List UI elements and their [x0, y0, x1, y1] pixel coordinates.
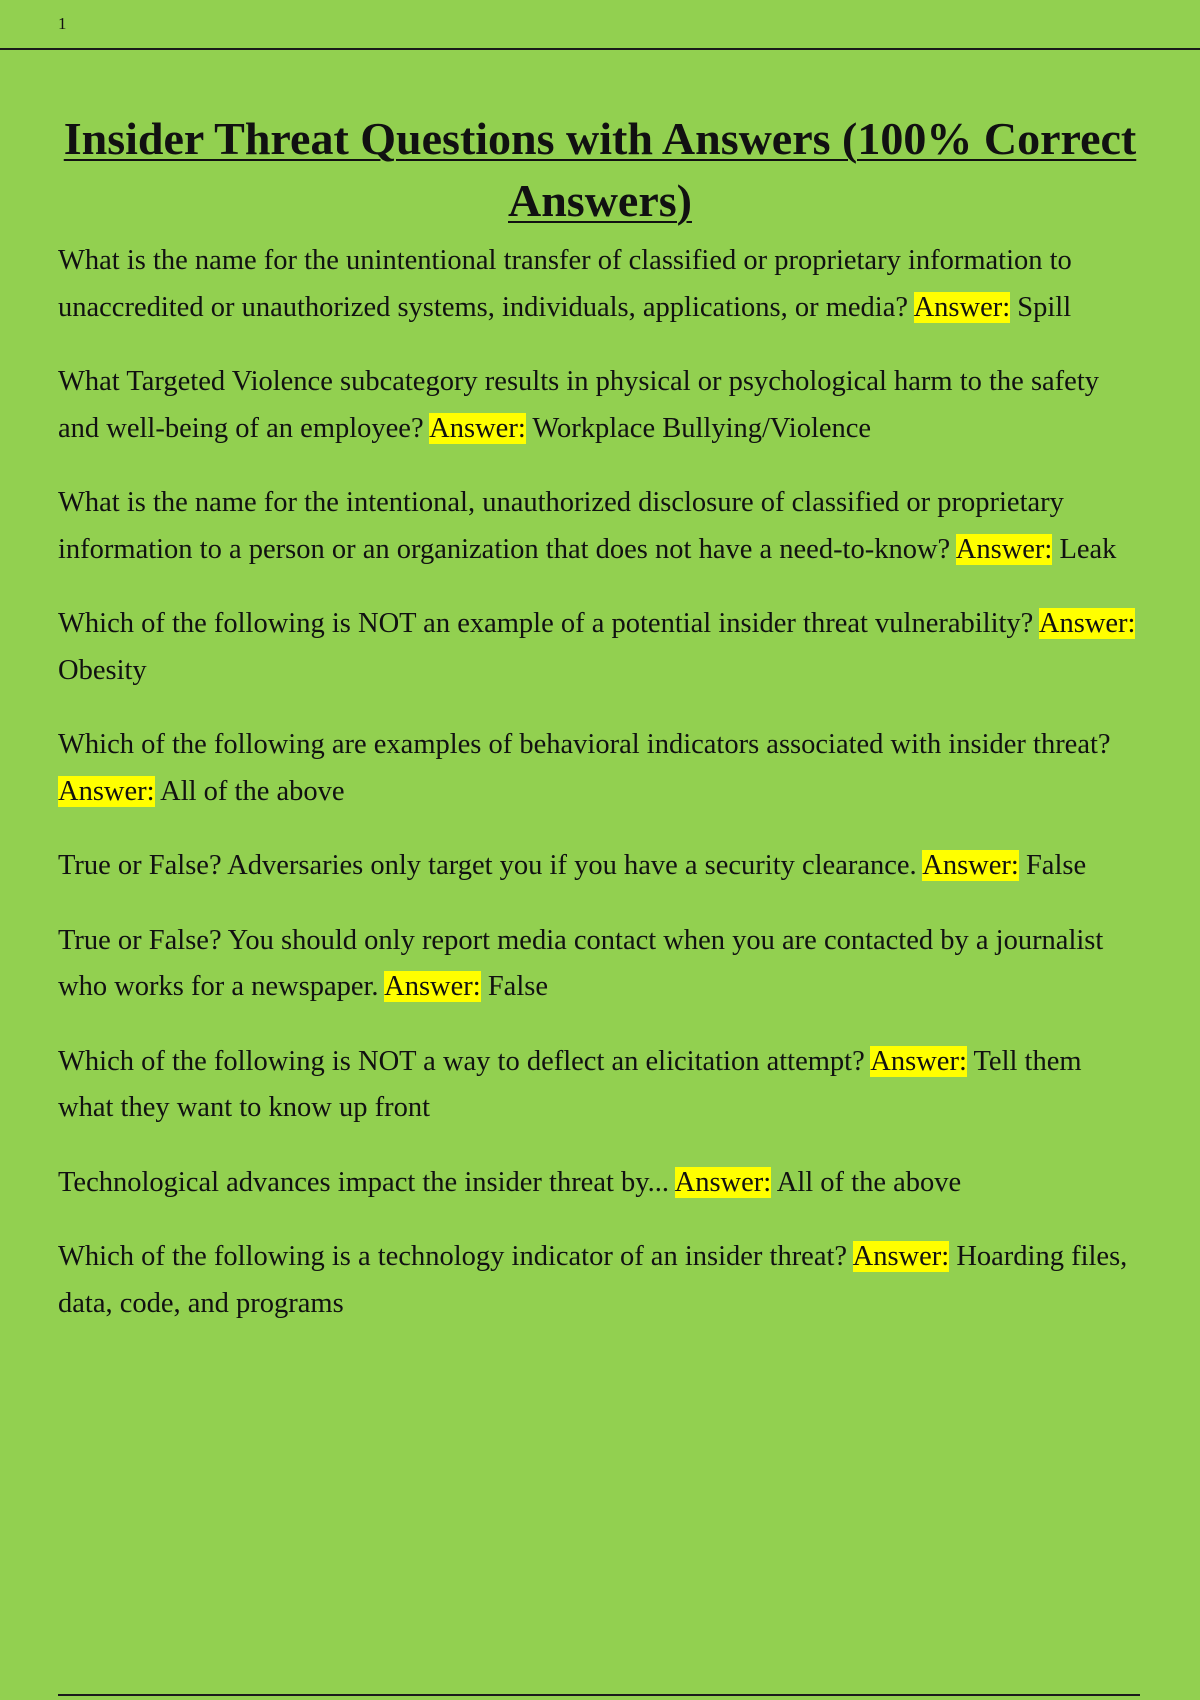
qa-item — [58, 918, 1143, 1011]
answer-label: Answer: — [429, 412, 526, 444]
answer-text: False — [1025, 850, 1087, 881]
qa-item — [58, 601, 1143, 694]
qa-item — [58, 1234, 1143, 1327]
answer-text: All of the above — [160, 775, 345, 807]
footer-rule — [58, 1694, 1140, 1696]
question-text: Which of the following is NOT a way to deflect an elicitation attempt? — [58, 1045, 865, 1077]
header-rule — [0, 48, 1200, 50]
document-title: Insider Threat Questions with Answers (100% Correct Answers) — [63, 113, 1137, 226]
answer-text: Hoarding files, data, code, and programs — [58, 1241, 1128, 1319]
answer-text: Obesity — [58, 654, 147, 686]
answer-label: Answer: — [852, 1241, 950, 1272]
question-text: Which of the following is a technology indicator of an insider threat? — [58, 1241, 848, 1272]
page-number: 1 — [58, 14, 67, 33]
answer-label: Answer: — [1038, 608, 1136, 639]
question-text: True or False? Adversaries only target you if you have a security clearance. — [58, 850, 917, 881]
qa-item — [58, 480, 1143, 573]
answer-text: Tell them what they want to know up front — [58, 1045, 1082, 1123]
qa-item — [58, 1160, 1143, 1207]
answer-label: Answer: — [913, 291, 1011, 323]
qa-item — [58, 843, 1143, 890]
qa-item — [58, 238, 1143, 331]
question-text: Which of the following are examples of behavioral indicators associated with insider threat? — [58, 729, 1111, 760]
answer-text: All of the above — [776, 1166, 962, 1198]
answer-label: Answer: — [870, 1045, 967, 1077]
question-text: What is the name for the unintentional transfer of classified or proprietary information to unaccredited or unauthorized systems, individuals, applications, or media? — [58, 245, 1072, 323]
answer-text: Spill — [1017, 291, 1072, 323]
answer-text: Workplace Bullying/Violence — [532, 412, 872, 444]
answer-label: Answer: — [955, 533, 1053, 565]
qa-item — [58, 722, 1143, 815]
answer-text: Leak — [1059, 533, 1117, 565]
answer-text: False — [487, 971, 548, 1002]
qa-list — [58, 238, 1143, 1355]
qa-item — [58, 1039, 1143, 1132]
answer-label: Answer: — [384, 971, 481, 1002]
qa-item — [58, 359, 1143, 452]
question-text: True or False? You should only report media contact when you are contacted by a journalist who works for a newspaper. — [58, 924, 1104, 1002]
question-text: What is the name for the intentional, unauthorized disclosure of classified or proprietary information to a person or an organization that does not have a need-to-know? — [58, 487, 1064, 565]
question-text: Technological advances impact the insider threat by... — [58, 1166, 670, 1198]
answer-label: Answer: — [922, 850, 1019, 881]
question-text: What Targeted Violence subcategory results in physical or psychological harm to the safety and well-being of an employee? — [58, 366, 1099, 444]
answer-label: Answer: — [58, 775, 155, 807]
question-text: Which of the following is NOT an example of a potential insider threat vulnerability? — [58, 608, 1034, 639]
answer-label: Answer: — [674, 1166, 772, 1198]
